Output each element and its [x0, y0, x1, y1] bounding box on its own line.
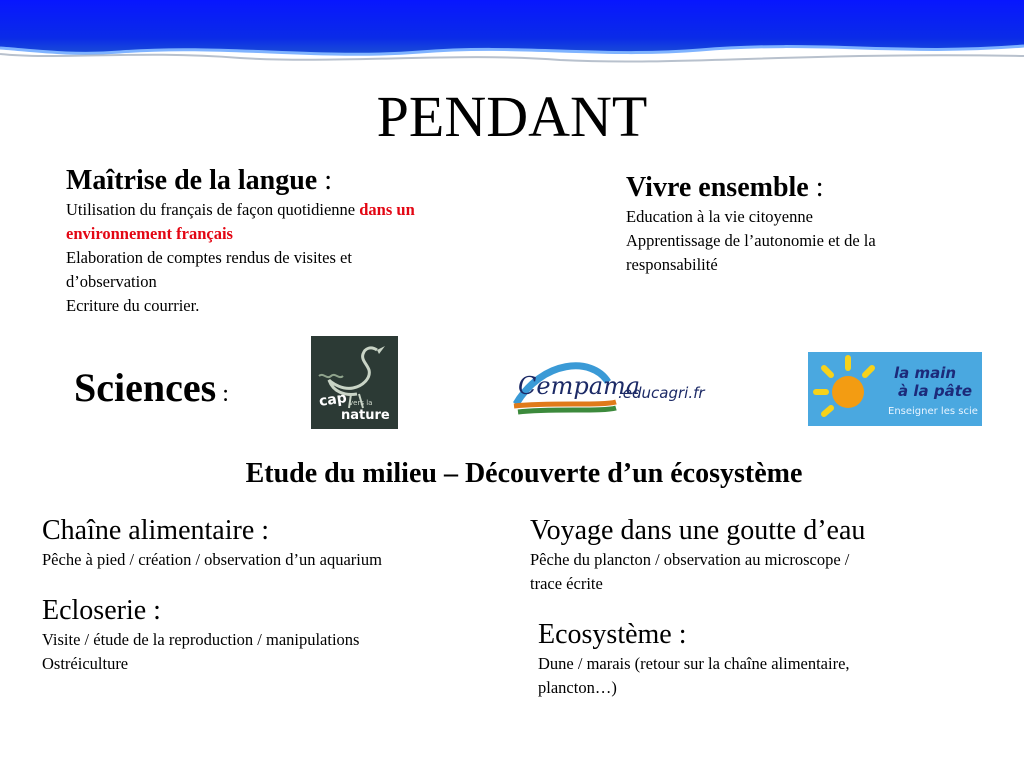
sciences-heading: Sciences: [74, 365, 217, 410]
langue-line4: d’observation: [66, 272, 157, 291]
sciences-colon: :: [216, 381, 229, 407]
cempama-text: Cempama: [518, 372, 641, 400]
header-wave-banner: [0, 0, 1024, 70]
main-pate-bottom: Enseigner les scie: [888, 406, 978, 417]
langue-line1: Utilisation du français de façon quotidienne: [66, 200, 360, 219]
langue-heading: Maîtrise de la langue: [66, 165, 318, 196]
main-pate-line2: à la pâte: [898, 382, 973, 400]
ecloserie-line1: Visite / étude de la reproduction / manipulations: [42, 630, 360, 649]
vivre-line2: Apprentissage de l’autonomie et de la: [626, 231, 876, 250]
ecloserie-block: [42, 594, 512, 676]
chaine-heading: Chaîne alimentaire :: [42, 515, 270, 546]
vivre-line1: Education à la vie citoyenne: [626, 207, 813, 226]
ecloserie-heading: Ecloserie :: [42, 595, 161, 626]
educagri-text: .educagri.fr: [618, 384, 705, 402]
vivre-colon: :: [808, 172, 824, 203]
voyage-heading: Voyage dans une goutte d’eau: [530, 515, 866, 546]
vivre-heading: Vivre ensemble: [626, 172, 809, 203]
milieu-title: Etude du milieu – Découverte d’un écosystème: [245, 458, 803, 489]
ecosysteme-heading: Ecosystème :: [538, 619, 687, 650]
page-title: PENDANT: [376, 84, 648, 149]
sun-icon: [808, 352, 888, 426]
langue-colon: :: [317, 165, 332, 196]
main-pate-line1: la main: [894, 364, 957, 382]
main-pate-logo: [808, 352, 982, 426]
langue-line3: Elaboration de comptes rendus de visites et: [66, 248, 352, 267]
vivre-block: [626, 171, 986, 277]
voyage-block: [530, 514, 970, 596]
langue-block: [66, 164, 506, 318]
langue-line1-highlight: dans un: [359, 200, 415, 219]
chaine-line1: Pêche à pied / création / observation d’un aquarium: [42, 550, 382, 569]
nature-text: nature: [341, 408, 390, 423]
voyage-line2: trace écrite: [530, 574, 603, 593]
chaine-block: [42, 514, 512, 572]
sciences-heading-block: [74, 364, 229, 411]
cempama-logo: [512, 358, 705, 416]
langue-line5: Ecriture du courrier.: [66, 296, 200, 315]
ecosysteme-line1: Dune / marais (retour sur la chaîne alimentaire,: [538, 654, 850, 673]
cap-nature-logo: [311, 336, 398, 429]
vivre-line3: responsabilité: [626, 255, 718, 274]
ecosysteme-line2: plancton…): [538, 678, 617, 697]
voyage-line1: Pêche du plancton / observation au microscope /: [530, 550, 850, 569]
ecosysteme-block: [538, 618, 978, 700]
ecloserie-line2: Ostréiculture: [42, 654, 129, 673]
cap-text: cap: [318, 390, 348, 410]
langue-line2-highlight: environnement français: [66, 224, 233, 243]
vers-text: vers la: [349, 399, 373, 407]
